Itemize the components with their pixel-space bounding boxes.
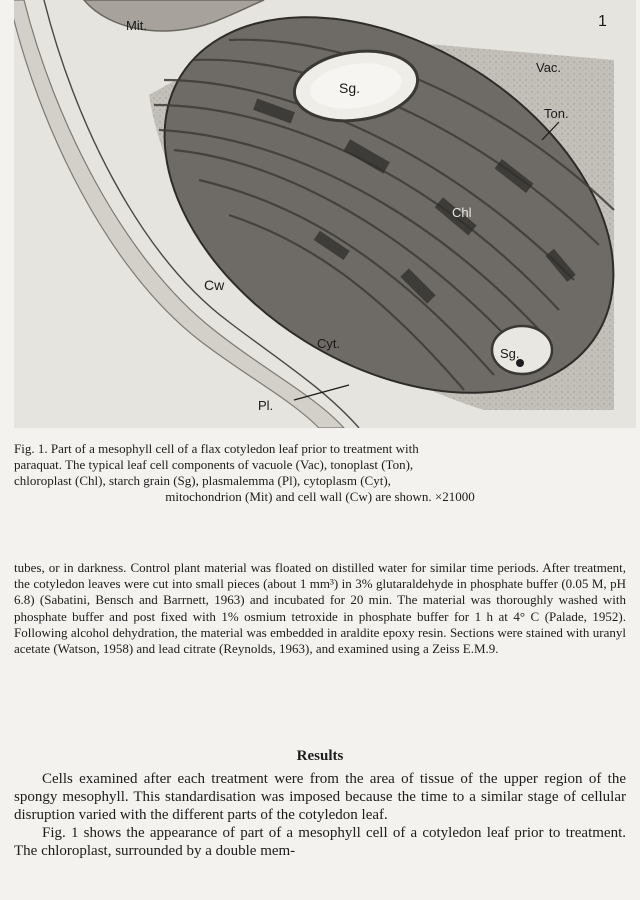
caption-line-3: chloroplast (Chl), starch grain (Sg), plasmalemma (Pl), cytoplasm (Cyt), [14, 473, 391, 488]
label-sg-top: Sg. [339, 80, 361, 96]
methods-paragraph: tubes, or in darkness. Control plant material was floated on distilled water for similar time periods. After treatment, the cotyledon leaves were cut into small pieces (about 1 mm³) in 3% glutaraldehyde in phosphate buffer (0.05 M, pH 6.8) (Sabatini, Bensch and Barrnett, 1963) and incubated for 20 min. The material was thoroughly washed with phosphate buffer and post fixed with 1% osmium tetroxide in phosphate buffer for 1 h at 4° C (Palade, 1952). Following alcohol dehydration, the material was embedded in araldite epoxy resin. Sections were stained with uranyl acetate (Watson, 1958) and lead citrate (Reynolds, 1963), and examined using a Zeiss E.M.9. [14, 560, 626, 657]
results-section [14, 770, 626, 860]
label-cyt: Cyt. [317, 336, 341, 351]
label-cw: Cw [204, 277, 225, 293]
results-heading: Results [296, 748, 344, 764]
micrograph-image [14, 0, 636, 428]
figure-caption [14, 441, 626, 505]
caption-line-1: Fig. 1. Part of a mesophyll cell of a flax cotyledon leaf prior to treatment with [14, 441, 419, 456]
label-sg-bottom: Sg. [500, 346, 520, 361]
label-pl: Pl. [258, 398, 274, 413]
caption-line-4: mitochondrion (Mit) and cell wall (Cw) are shown. ×21000 [165, 489, 475, 504]
panel-number: 1 [598, 13, 607, 30]
micrograph-figure [14, 0, 636, 428]
label-ton: Ton. [544, 106, 569, 121]
label-vac: Vac. [536, 60, 562, 75]
label-chl: Chl [452, 205, 472, 220]
label-mit: Mit. [126, 18, 147, 33]
caption-line-2: paraquat. The typical leaf cell components of vacuole (Vac), tonoplast (Ton), [14, 457, 414, 472]
results-paragraph-2: Fig. 1 shows the appearance of part of a mesophyll cell of a cotyledon leaf prior to treatment. The chloroplast, surrounded by a double mem- [14, 825, 626, 859]
results-paragraph-1: Cells examined after each treatment were from the area of tissue of the upper region of the spongy mesophyll. This standardisation was imposed because the time to a similar stage of cellular disruption varied with the different parts of the cotyledon leaf. [14, 771, 626, 823]
